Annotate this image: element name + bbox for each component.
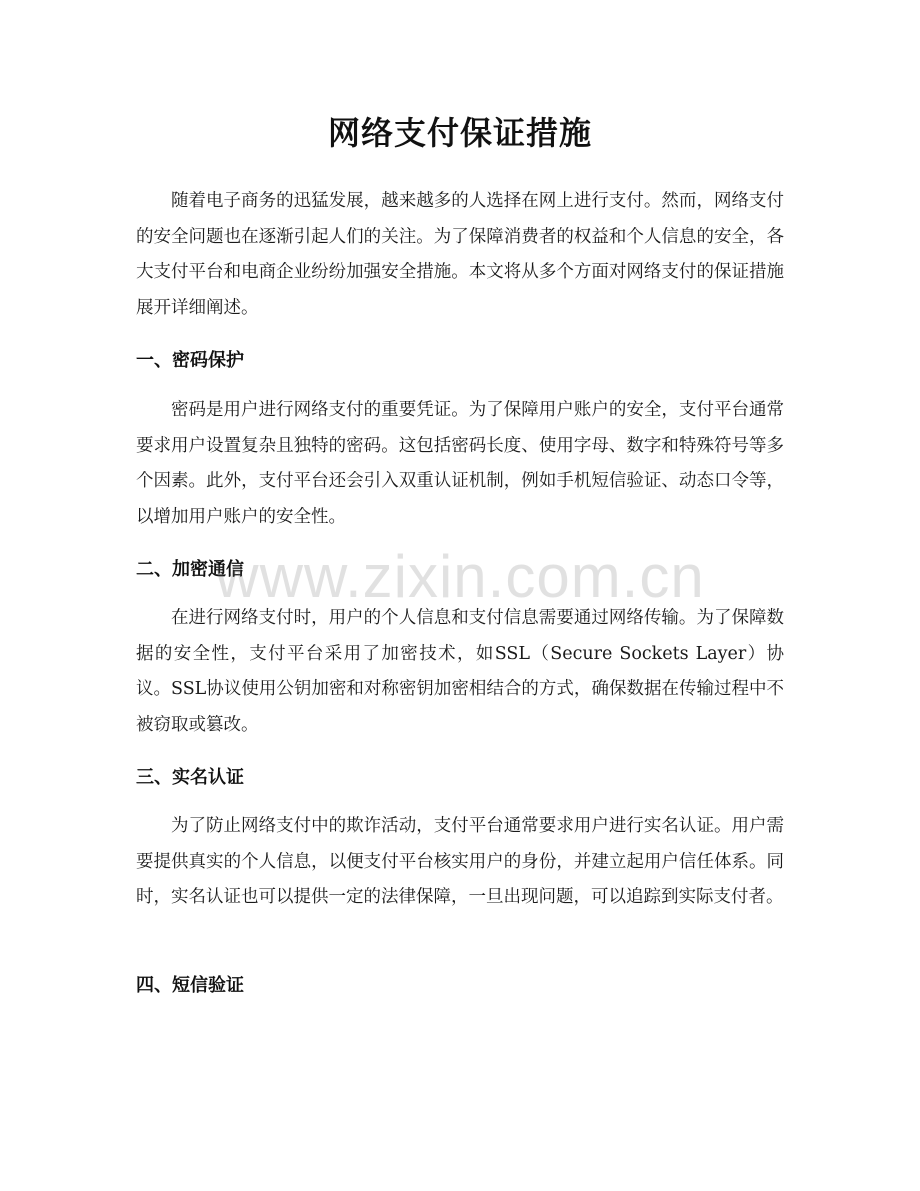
section-heading-encryption: 二、加密通信 [136, 559, 244, 580]
document-title: 网络支付保证措施 [327, 114, 592, 152]
watermark: www.zixin.com.cn [215, 543, 705, 610]
section-heading-realname: 三、实名认证 [136, 767, 244, 788]
section-body-password: 密码是用户进行网络支付的重要凭证。为了保障用户账户的安全，支付平台通常要求用户设置复杂且独特的密码。这包括密码长度、使用字母、数字和特殊符号等多个因素。此外，支付平台还会引入双重认证机制，例如手机短信验证、动态口令等，以增加用户账户的安全性。 [136, 400, 784, 527]
section-body-encryption: 在进行网络支付时，用户的个人信息和支付信息需要通过网络传输。为了保障数据的安全性，支付平台采用了加密技术，如SSL（Secure Sockets Layer）协议。SSL协议使用公钥加密和对称密钥加密相结合的方式，确保数据在传输过程中不被窃取或篡改。 [136, 608, 784, 735]
section-body-realname: 为了防止网络支付中的欺诈活动，支付平台通常要求用户进行实名认证。用户需要提供真实的个人信息，以便支付平台核实用户的身份，并建立起用户信任体系。同时，实名认证也可以提供一定的法律保障，一旦出现问题，可以追踪到实际支付者。 [136, 816, 784, 907]
section-heading-password: 一、密码保护 [136, 350, 244, 371]
section-heading-sms: 四、短信验证 [136, 975, 244, 996]
intro-paragraph: 随着电子商务的迅猛发展，越来越多的人选择在网上进行支付。然而，网络支付的安全问题也在逐渐引起人们的关注。为了保障消费者的权益和个人信息的安全，各大支付平台和电商企业纷纷加强安全措施。本文将从多个方面对网络支付的保证措施展开详细阐述。 [136, 191, 784, 318]
